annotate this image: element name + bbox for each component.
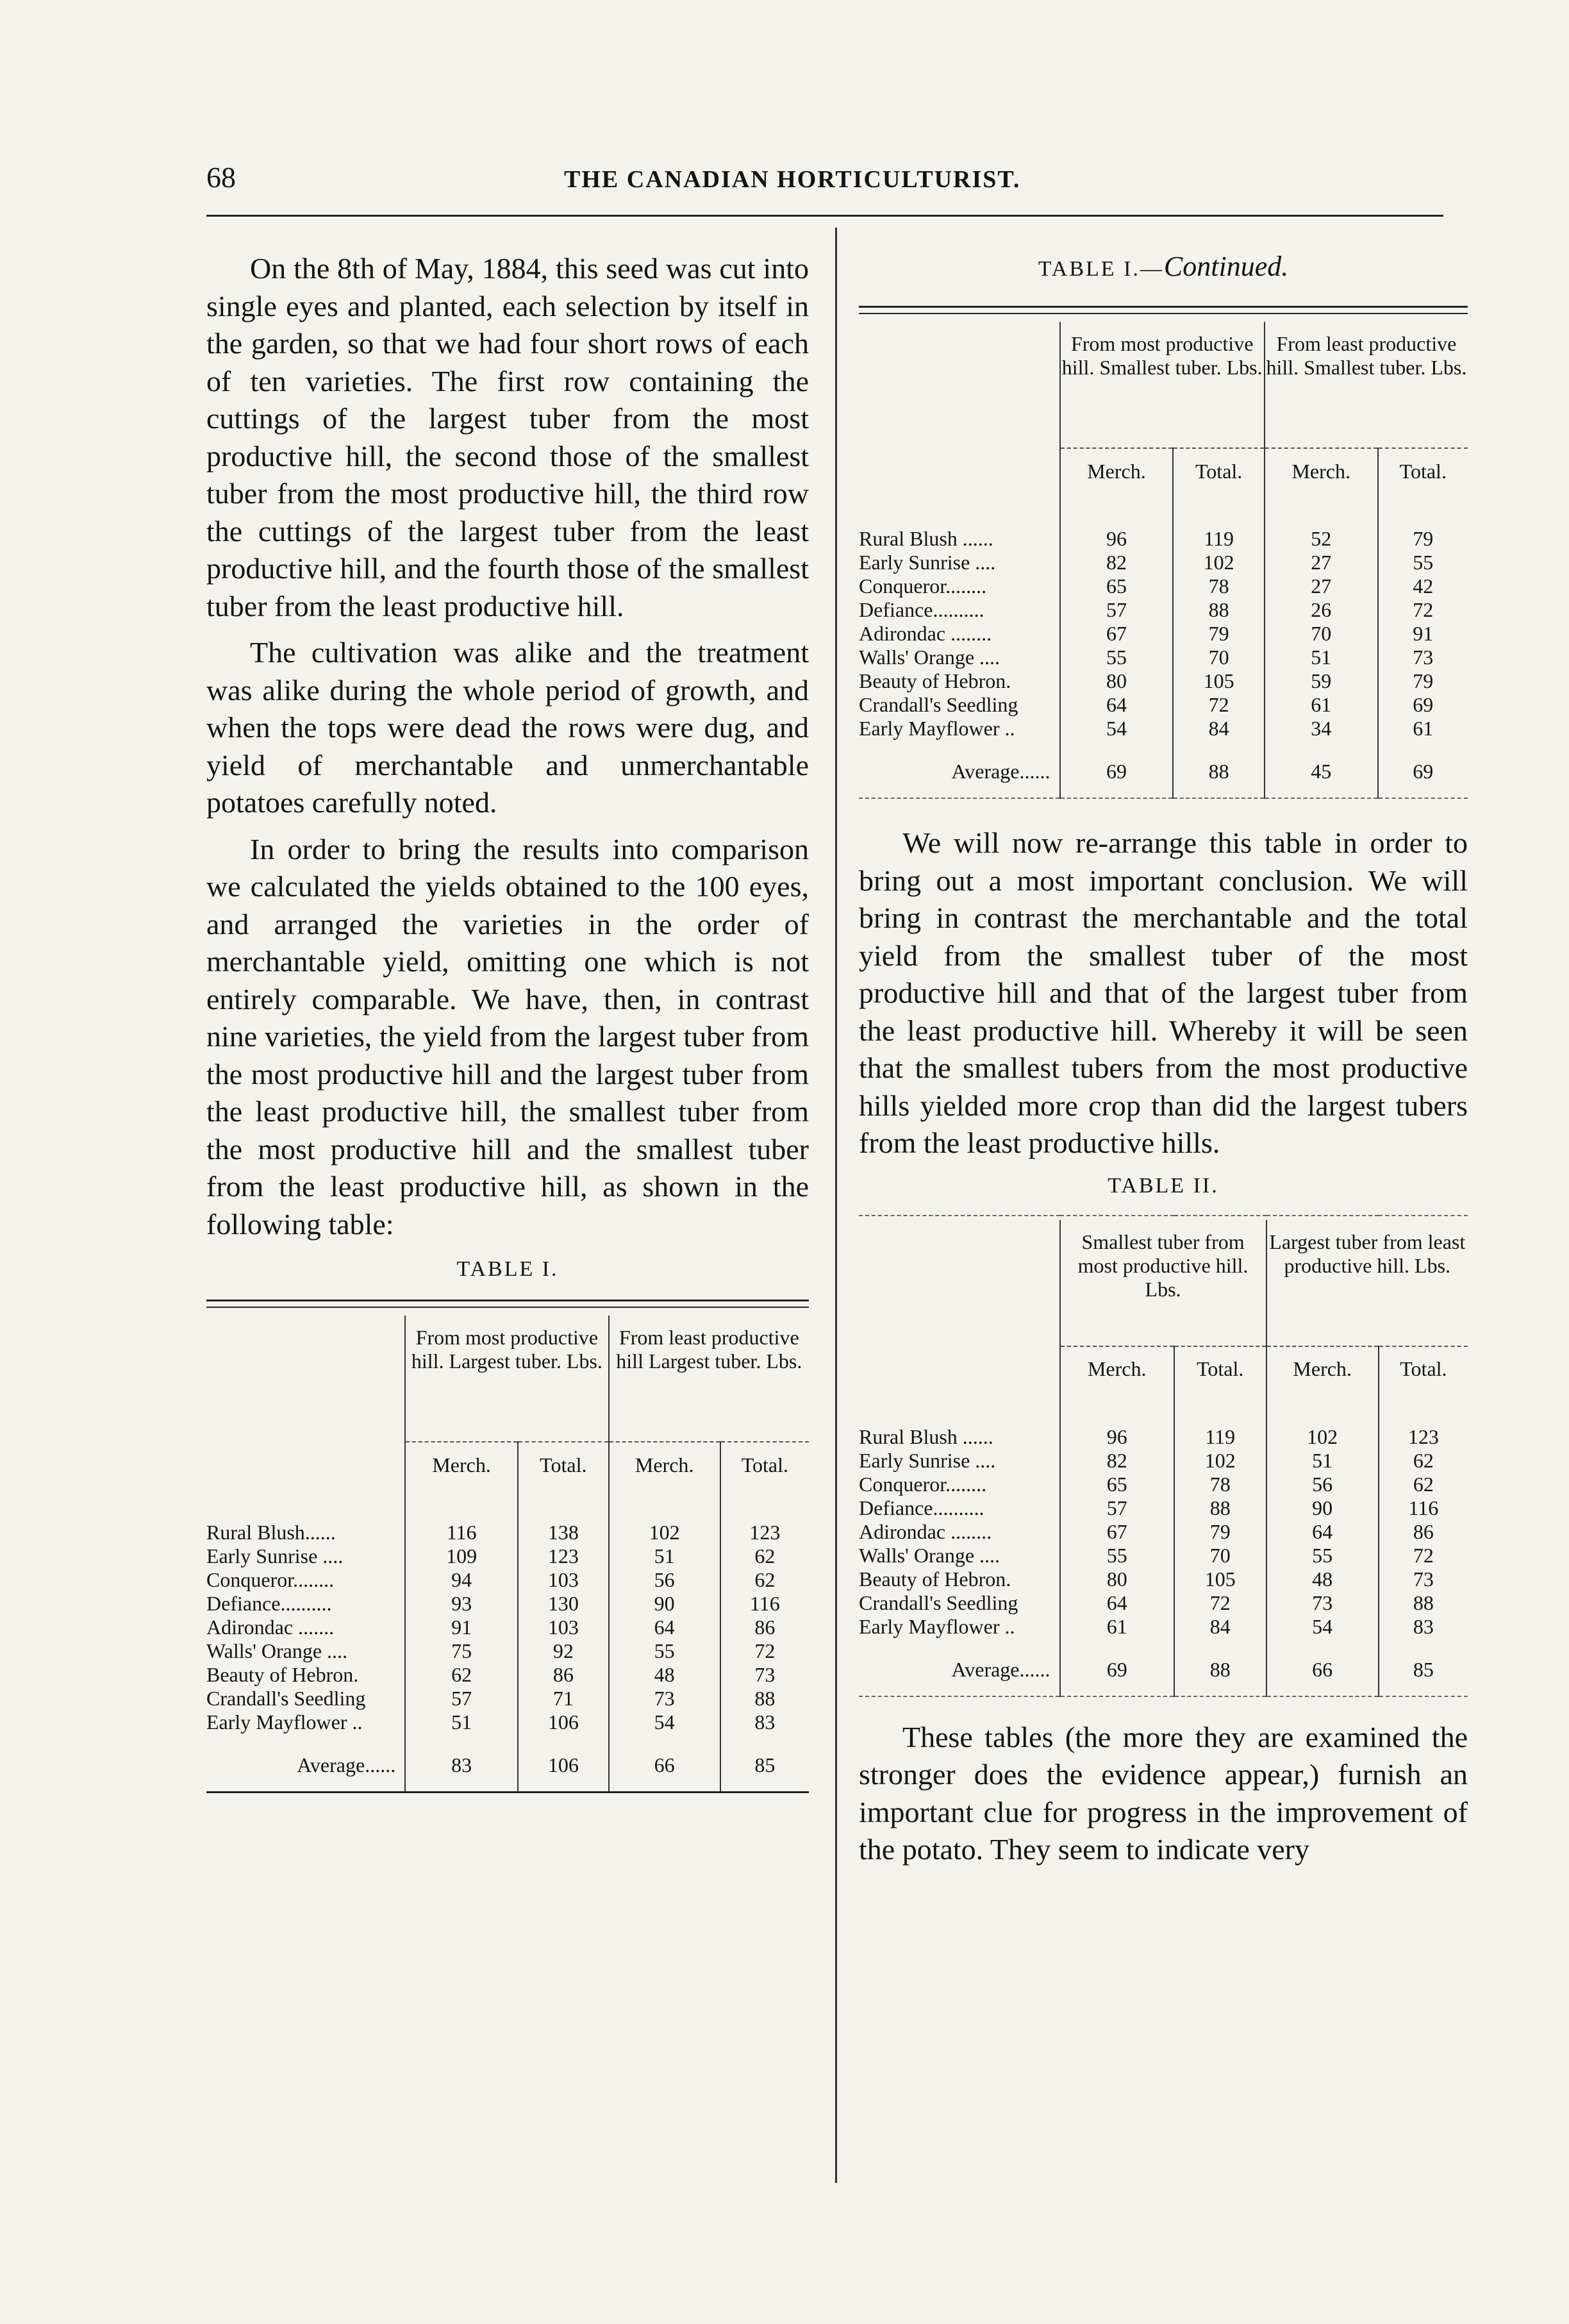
average-row (859, 1639, 1468, 1696)
table-row (206, 1639, 809, 1663)
table-cell: 73 (609, 1687, 720, 1710)
table-cell: 93 (405, 1592, 518, 1616)
paragraph: These tables (the more they are examined the stronger does the evidence appear,) furnish an important clue for progress in the improvement of the potato. They seem to indicate very (859, 1720, 1468, 1866)
table-cell: 88 (1173, 598, 1264, 622)
table-cell: 27 (1265, 574, 1378, 598)
column-divider (835, 228, 837, 2183)
average-cell: 69 (1060, 740, 1174, 798)
variety-name: Crandall's Seedling (859, 1591, 1018, 1614)
variety-name: Early Mayflower .. (206, 1710, 363, 1734)
table-cell: 83 (1379, 1615, 1468, 1639)
table-cell: 57 (405, 1687, 518, 1710)
column-header-total: Total. (1174, 1346, 1266, 1392)
table-group-header-row (859, 1220, 1468, 1346)
column-header-merch: Merch. (1060, 448, 1174, 494)
table-title-prefix: TABLE I.— (1038, 257, 1164, 281)
variety-name: Walls' Orange .... (206, 1639, 348, 1662)
table-cell: 55 (1378, 551, 1468, 574)
average-cell: 88 (1173, 740, 1264, 798)
table-cell: 79 (1174, 1520, 1266, 1544)
table-cell: 72 (1174, 1591, 1266, 1615)
table-cell: 96 (1060, 1392, 1174, 1449)
header-rule (206, 215, 1443, 217)
variety-name: Early Mayflower .. (859, 717, 1015, 740)
table-row (859, 1392, 1468, 1449)
table-cell: 51 (1266, 1449, 1379, 1473)
table-cell: 130 (518, 1592, 609, 1616)
table-cell: 119 (1173, 494, 1264, 551)
table-cell: 92 (518, 1639, 609, 1663)
variety-name: Early Mayflower .. (859, 1614, 1015, 1638)
table-rule (859, 1216, 1468, 1220)
table-cell: 88 (720, 1687, 809, 1710)
variety-name: Adirondac ....... (206, 1616, 335, 1639)
average-row (859, 740, 1468, 798)
page-number: 68 (206, 161, 236, 194)
table-row (859, 598, 1468, 622)
table-row (206, 1568, 809, 1592)
table-row (859, 622, 1468, 646)
table-cell: 119 (1174, 1392, 1266, 1449)
table-row (859, 1591, 1468, 1615)
table-cell: 54 (1060, 717, 1174, 740)
table-cell: 67 (1060, 622, 1174, 646)
table-cell: 34 (1265, 717, 1378, 740)
variety-name: Early Sunrise .... (859, 551, 996, 574)
variety-name: Adirondac ........ (859, 622, 992, 645)
variety-name: Early Sunrise .... (859, 1448, 996, 1472)
table-cell: 103 (518, 1616, 609, 1639)
column-header-merch: Merch. (405, 1442, 518, 1487)
table-cell: 64 (1266, 1520, 1379, 1544)
table-row (859, 1449, 1468, 1473)
variety-name: Conqueror........ (859, 1472, 987, 1496)
variety-name: Rural Blush ...... (859, 1425, 993, 1448)
table-title-continued: Continued. (1163, 251, 1289, 282)
table-cell: 84 (1174, 1615, 1266, 1639)
table-cell: 123 (720, 1487, 809, 1544)
table-cell: 102 (1174, 1449, 1266, 1473)
variety-name: Walls' Orange .... (859, 1543, 1000, 1567)
average-cell: 85 (720, 1734, 809, 1793)
table-rule (859, 307, 1468, 314)
table-2 (859, 1215, 1468, 1701)
variety-name: Rural Blush ...... (859, 527, 993, 550)
table-cell: 80 (1060, 1567, 1174, 1591)
variety-name: Beauty of Hebron. (206, 1663, 359, 1686)
table-cell: 86 (720, 1616, 809, 1639)
variety-name: Adirondac ........ (859, 1519, 992, 1543)
table-cell: 72 (720, 1639, 809, 1663)
table-column-header-row (859, 1346, 1468, 1392)
average-cell: 66 (1266, 1639, 1379, 1696)
table-cell: 91 (405, 1616, 518, 1639)
table-cell: 84 (1173, 717, 1264, 740)
table-row (859, 1473, 1468, 1496)
table-row (859, 693, 1468, 717)
table-cell: 72 (1379, 1544, 1468, 1567)
table-cell: 94 (405, 1568, 518, 1592)
table-cell: 116 (405, 1487, 518, 1544)
table-cell: 80 (1060, 669, 1174, 693)
column-header-merch: Merch. (1060, 1346, 1174, 1392)
table-row (206, 1616, 809, 1639)
column-header-merch: Merch. (1266, 1346, 1379, 1392)
paragraph: We will now re-arrange this table in order to bring out a most important conclusion. We will bring in contrast the merchantable and the total yield from the smallest tuber of the most productive hill and that of the largest tuber from the least productive hill. Whereby it will be seen that the smallest tubers from the most productive hills yielded more crop than did the largest tubers from the least productive hills. (859, 826, 1468, 1159)
table-cell: 96 (1060, 494, 1174, 551)
paragraph: On the 8th of May, 1884, this seed was cut into single eyes and planted, each selection by itself in the garden, so that we had four short rows of each of ten varieties. The first row containing the cuttings of the largest tuber from the most productive hill, the second those of the smallest tuber from the most productive hill, the third row the cuttings of the largest tuber from the least productive hill, and the fourth those of the smallest tuber from the least productive hill. (206, 252, 809, 623)
variety-name: Defiance.......... (859, 1496, 984, 1519)
table-cell: 52 (1265, 494, 1378, 551)
table-cell: 64 (1060, 693, 1174, 717)
table-title (859, 250, 1468, 283)
table-row (206, 1710, 809, 1734)
table-cell: 102 (1173, 551, 1264, 574)
table-cell: 90 (1266, 1496, 1379, 1520)
table-cell: 123 (1379, 1392, 1468, 1449)
table-cell: 56 (1266, 1473, 1379, 1496)
table-group-header-row (206, 1316, 809, 1442)
table-cell: 75 (405, 1639, 518, 1663)
table-row (206, 1544, 809, 1568)
table-cell: 82 (1060, 551, 1174, 574)
table-rule (859, 1696, 1468, 1701)
table-cell: 27 (1265, 551, 1378, 574)
average-label: Average...... (951, 760, 1050, 783)
table-cell: 55 (609, 1639, 720, 1663)
column-header-total: Total. (720, 1442, 809, 1487)
right-column (859, 250, 1468, 1869)
table-cell: 62 (720, 1544, 809, 1568)
table-cell: 57 (1060, 598, 1174, 622)
table-row (859, 717, 1468, 740)
table-rule (859, 798, 1468, 803)
paragraph: In order to bring the results into comparison we calculated the yields obtained to the 100 eyes, and arranged the varieties in the order of merchantable yield, omitting one which is not entirely comparable. We have, then, in contrast nine varieties, the yield from the largest tuber from the most productive hill and the largest tuber from the least productive hill, the smallest tuber from the most productive hill and the smallest tuber from the least productive hill, as shown in the following table: (206, 832, 809, 1241)
table-cell: 71 (518, 1687, 609, 1710)
table-cell: 55 (1060, 1544, 1174, 1567)
variety-name: Conqueror........ (206, 1568, 335, 1591)
table-stub-header (206, 1442, 405, 1487)
table-cell: 88 (1379, 1591, 1468, 1615)
table-cell: 62 (405, 1663, 518, 1687)
table-cell: 105 (1174, 1567, 1266, 1591)
table-cell: 83 (720, 1710, 809, 1734)
table-cell: 62 (1379, 1449, 1468, 1473)
table-cell: 78 (1174, 1473, 1266, 1496)
group-header: From least productive hill. Smallest tuber. Lbs. (1265, 322, 1468, 448)
variety-name: Crandall's Seedling (206, 1687, 366, 1710)
table-rule (859, 313, 1468, 322)
table-cell: 54 (609, 1710, 720, 1734)
table-rule (206, 1793, 809, 1798)
table-cell: 51 (609, 1544, 720, 1568)
table-cell: 70 (1173, 646, 1264, 669)
table-cell: 73 (1379, 1567, 1468, 1591)
table-row (859, 551, 1468, 574)
column-header-total: Total. (1379, 1346, 1468, 1392)
table-cell: 62 (720, 1568, 809, 1592)
table-cell: 59 (1265, 669, 1378, 693)
table-cell: 109 (405, 1544, 518, 1568)
table-cell: 69 (1378, 693, 1468, 717)
table-cell: 103 (518, 1568, 609, 1592)
table-cell: 105 (1173, 669, 1264, 693)
table-cell: 116 (720, 1592, 809, 1616)
average-cell: 85 (1379, 1639, 1468, 1696)
table-row (859, 1615, 1468, 1639)
table-cell: 79 (1378, 494, 1468, 551)
table-cell: 48 (609, 1663, 720, 1687)
table-cell: 70 (1174, 1544, 1266, 1567)
average-cell: 45 (1265, 740, 1378, 798)
running-title: THE CANADIAN HORTICULTURIST. (564, 166, 1021, 193)
column-header-merch: Merch. (609, 1442, 720, 1487)
table-1-continued (859, 306, 1468, 803)
table-row (206, 1687, 809, 1710)
table-stub-header (859, 322, 1060, 448)
table-cell: 73 (1378, 646, 1468, 669)
table-cell: 72 (1173, 693, 1264, 717)
table-cell: 79 (1378, 669, 1468, 693)
table-column-header-row (206, 1442, 809, 1487)
average-cell: 69 (1378, 740, 1468, 798)
group-header: From most productive hill. Smallest tuber. Lbs. (1060, 322, 1265, 448)
table-cell: 73 (720, 1663, 809, 1687)
average-cell: 106 (518, 1734, 609, 1793)
table-cell: 42 (1378, 574, 1468, 598)
table-cell: 102 (1266, 1392, 1379, 1449)
table-row (859, 1520, 1468, 1544)
table-cell: 91 (1378, 622, 1468, 646)
variety-name: Defiance.......... (859, 598, 984, 621)
table-cell: 116 (1379, 1496, 1468, 1520)
table-rule (206, 1301, 809, 1308)
table-cell: 65 (1060, 1473, 1174, 1496)
table-row (859, 494, 1468, 551)
variety-name: Conqueror........ (859, 574, 987, 598)
table-1 (206, 1300, 809, 1797)
table-cell: 78 (1173, 574, 1264, 598)
table-cell: 138 (518, 1487, 609, 1544)
table-cell: 48 (1266, 1567, 1379, 1591)
column-header-total: Total. (518, 1442, 609, 1487)
table-cell: 90 (609, 1592, 720, 1616)
table-stub-header (859, 1220, 1060, 1346)
table-cell: 102 (609, 1487, 720, 1544)
table-cell: 86 (518, 1663, 609, 1687)
table-stub-header (859, 1346, 1060, 1392)
table-title: TABLE I. (456, 1257, 559, 1281)
table-rule (206, 1307, 809, 1316)
table-row (206, 1487, 809, 1544)
table-cell: 72 (1378, 598, 1468, 622)
variety-name: Crandall's Seedling (859, 693, 1018, 716)
table-column-header-row (859, 448, 1468, 494)
table-stub-header (206, 1316, 405, 1442)
table-row (859, 1544, 1468, 1567)
table-cell: 61 (1060, 1615, 1174, 1639)
table-row (859, 646, 1468, 669)
group-header: From most productive hill. Largest tuber. Lbs. (405, 1316, 608, 1442)
table-cell: 64 (1060, 1591, 1174, 1615)
variety-name: Beauty of Hebron. (859, 669, 1011, 692)
table-cell: 64 (609, 1616, 720, 1639)
table-cell: 62 (1379, 1473, 1468, 1496)
table-group-header-row (859, 322, 1468, 448)
table-cell: 55 (1266, 1544, 1379, 1567)
table-cell: 57 (1060, 1496, 1174, 1520)
group-header: From least productive hill Largest tuber. Lbs. (609, 1316, 809, 1442)
average-cell: 88 (1174, 1639, 1266, 1696)
table-cell: 88 (1174, 1496, 1266, 1520)
table-cell: 55 (1060, 646, 1174, 669)
table-cell: 61 (1378, 717, 1468, 740)
column-header-total: Total. (1173, 448, 1264, 494)
group-header: Smallest tuber from most productive hill. Lbs. (1060, 1220, 1266, 1346)
table-row (859, 1567, 1468, 1591)
table-stub-header (859, 448, 1060, 494)
table-row (859, 1496, 1468, 1520)
table-cell: 70 (1265, 622, 1378, 646)
average-cell: 69 (1060, 1639, 1174, 1696)
table-cell: 56 (609, 1568, 720, 1592)
table-row (206, 1592, 809, 1616)
column-header-total: Total. (1378, 448, 1468, 494)
table-cell: 67 (1060, 1520, 1174, 1544)
average-row (206, 1734, 809, 1793)
table-cell: 79 (1173, 622, 1264, 646)
variety-name: Rural Blush...... (206, 1521, 336, 1544)
group-header: Largest tuber from least productive hill. Lbs. (1266, 1220, 1468, 1346)
table-cell: 61 (1265, 693, 1378, 717)
variety-name: Walls' Orange .... (859, 646, 1000, 669)
average-cell: 66 (609, 1734, 720, 1793)
table-cell: 26 (1265, 598, 1378, 622)
table-cell: 106 (518, 1710, 609, 1734)
paragraph: The cultivation was alike and the treatment was alike during the whole period of growth, and when the tops were dead the rows were dug, and yield of merchantable and unmerchantable potatoes carefully noted. (206, 636, 809, 819)
average-label: Average...... (951, 1657, 1050, 1681)
table-title: TABLE II. (1108, 1173, 1219, 1198)
table-cell: 54 (1266, 1615, 1379, 1639)
table-row (206, 1663, 809, 1687)
column-header-merch: Merch. (1265, 448, 1378, 494)
table-cell: 65 (1060, 574, 1174, 598)
variety-name: Defiance.......... (206, 1592, 332, 1615)
table-cell: 73 (1266, 1591, 1379, 1615)
table-cell: 51 (1265, 646, 1378, 669)
table-cell: 123 (518, 1544, 609, 1568)
table-cell: 82 (1060, 1449, 1174, 1473)
table-row (859, 669, 1468, 693)
average-label: Average...... (297, 1753, 396, 1776)
variety-name: Beauty of Hebron. (859, 1567, 1011, 1591)
table-cell: 51 (405, 1710, 518, 1734)
average-cell: 83 (405, 1734, 518, 1793)
left-column (206, 250, 809, 1797)
table-cell: 86 (1379, 1520, 1468, 1544)
table-row (859, 574, 1468, 598)
variety-name: Early Sunrise .... (206, 1544, 344, 1567)
